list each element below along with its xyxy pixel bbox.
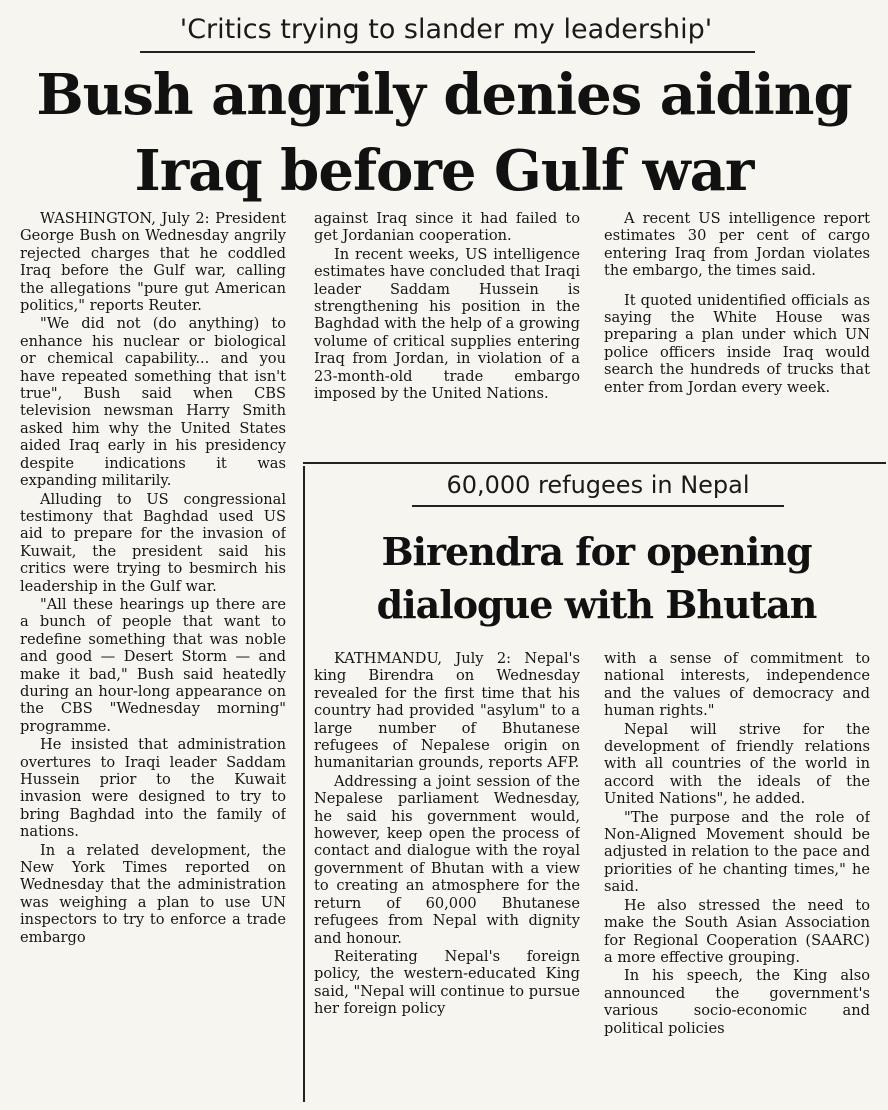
story1-headline-line2: Iraq before Gulf war <box>134 138 754 204</box>
kicker2-underline <box>412 505 784 507</box>
paragraph: Alluding to US congressional testimony that Baghdad used US aid to prepare for the invasion of Kuwait, the president said his critics were trying to besmirch his leadership in the Gulf war. <box>20 490 286 595</box>
paragraph: It quoted unidentified officials as saying the White House was preparing a plan under which UN police officers inside Iraq would search the hundreds of trucks that enter from Jordan every week. <box>604 291 870 396</box>
paragraph: He insisted that administration overtures to Iraqi leader Saddam Hussein prior to the Kuwait invasion were designed to try to bring Baghdad into the family of nations. <box>20 736 286 841</box>
story-divider-horizontal <box>303 462 886 464</box>
story2-kicker: 60,000 refugees in Nepal <box>446 471 750 499</box>
story2-headline-line1: Birendra for opening <box>381 529 812 574</box>
story1-kicker: 'Critics trying to slander my leadership' <box>179 14 713 45</box>
paragraph: He also stressed the need to make the South Asian Association for Regional Cooperation (SAARC) a more effective grouping. <box>604 896 870 966</box>
story1-headline-line1: Bush angrily denies aiding <box>36 62 852 128</box>
paragraph: Reiterating Nepal's foreign policy, the western-educated King said, "Nepal will continue to pursue her foreign policy <box>314 947 580 1018</box>
kicker-underline <box>140 51 755 53</box>
paragraph: Nepal will strive for the development of friendly relations with all countries of the world in accord with the ideals of the United Nations", he added. <box>604 720 870 808</box>
story1-column-2 <box>314 210 580 462</box>
paragraph: "We did not (do anything) to enhance his nuclear or biological or chemical capability... and you have repeated something that isn't true", Bush said when CBS television newsman Harry Smith asked him why the United States aided Iraq early in his presidency despite indications it was expanding militarily. <box>20 315 286 490</box>
paragraph: In a related development, the New York Times reported on Wednesday that the administration was weighing a plan to use UN inspectors to try to enforce a trade embargo <box>20 841 286 946</box>
story2-column-1 <box>314 650 580 1106</box>
paragraph: KATHMANDU, July 2: Nepal's king Birendra on Wednesday revealed for the first time that his country had provided "asylum" to a large number of Bhutanese refugees of Nepalese origin on humanitarian grounds, reports AFP. <box>314 650 580 772</box>
paragraph: "All these hearings up there are a bunch of people that want to redefine something that was noble and good — Desert Storm — and make it bad," Bush said heatedly during an hour-long appearance on the CBS "Wednesday morning" programme. <box>20 595 286 735</box>
paragraph: with a sense of commitment to national interests, independence and the values of democracy and human rights." <box>604 650 870 720</box>
story1-column-3 <box>604 210 870 462</box>
paragraph: A recent US intelligence report estimates 30 per cent of cargo entering Iraq from Jordan violates the embargo, the times said. <box>604 210 870 280</box>
story2-column-2 <box>604 650 870 1106</box>
paragraph: Addressing a joint session of the Nepalese parliament Wednesday, he said his government would, however, keep open the process of contact and dialogue with the royal government of Bhutan with a view to creating an atmosphere for the return of 60,000 Bhutanese refugees from Nepal with dignity and honour. <box>314 772 580 947</box>
story1-column-1 <box>20 210 286 1106</box>
paragraph: "The purpose and the role of Non-Aligned Movement should be adjusted in relation to the pace and priorities of he chanting times," he said. <box>604 808 870 896</box>
paragraph: In recent weeks, US intelligence estimates have concluded that Iraqi leader Saddam Hussein is strengthening his position in the Baghdad with the help of a growing volume of critical supplies entering Iraq from Jordan, in violation of a 23-month-old trade embargo imposed by the United Nations. <box>314 245 580 403</box>
story2-headline-line2: dialogue with Bhutan <box>376 582 817 627</box>
paragraph: In his speech, the King also announced the government's various socio-economic and political policies <box>604 967 870 1037</box>
paragraph: against Iraq since it had failed to get Jordanian cooperation. <box>314 210 580 245</box>
paragraph: WASHINGTON, July 2: President George Bush on Wednesday angrily rejected charges that he coddled Iraq before the Gulf war, calling the allegations "pure gut American politics," reports Reuter. <box>20 210 286 315</box>
